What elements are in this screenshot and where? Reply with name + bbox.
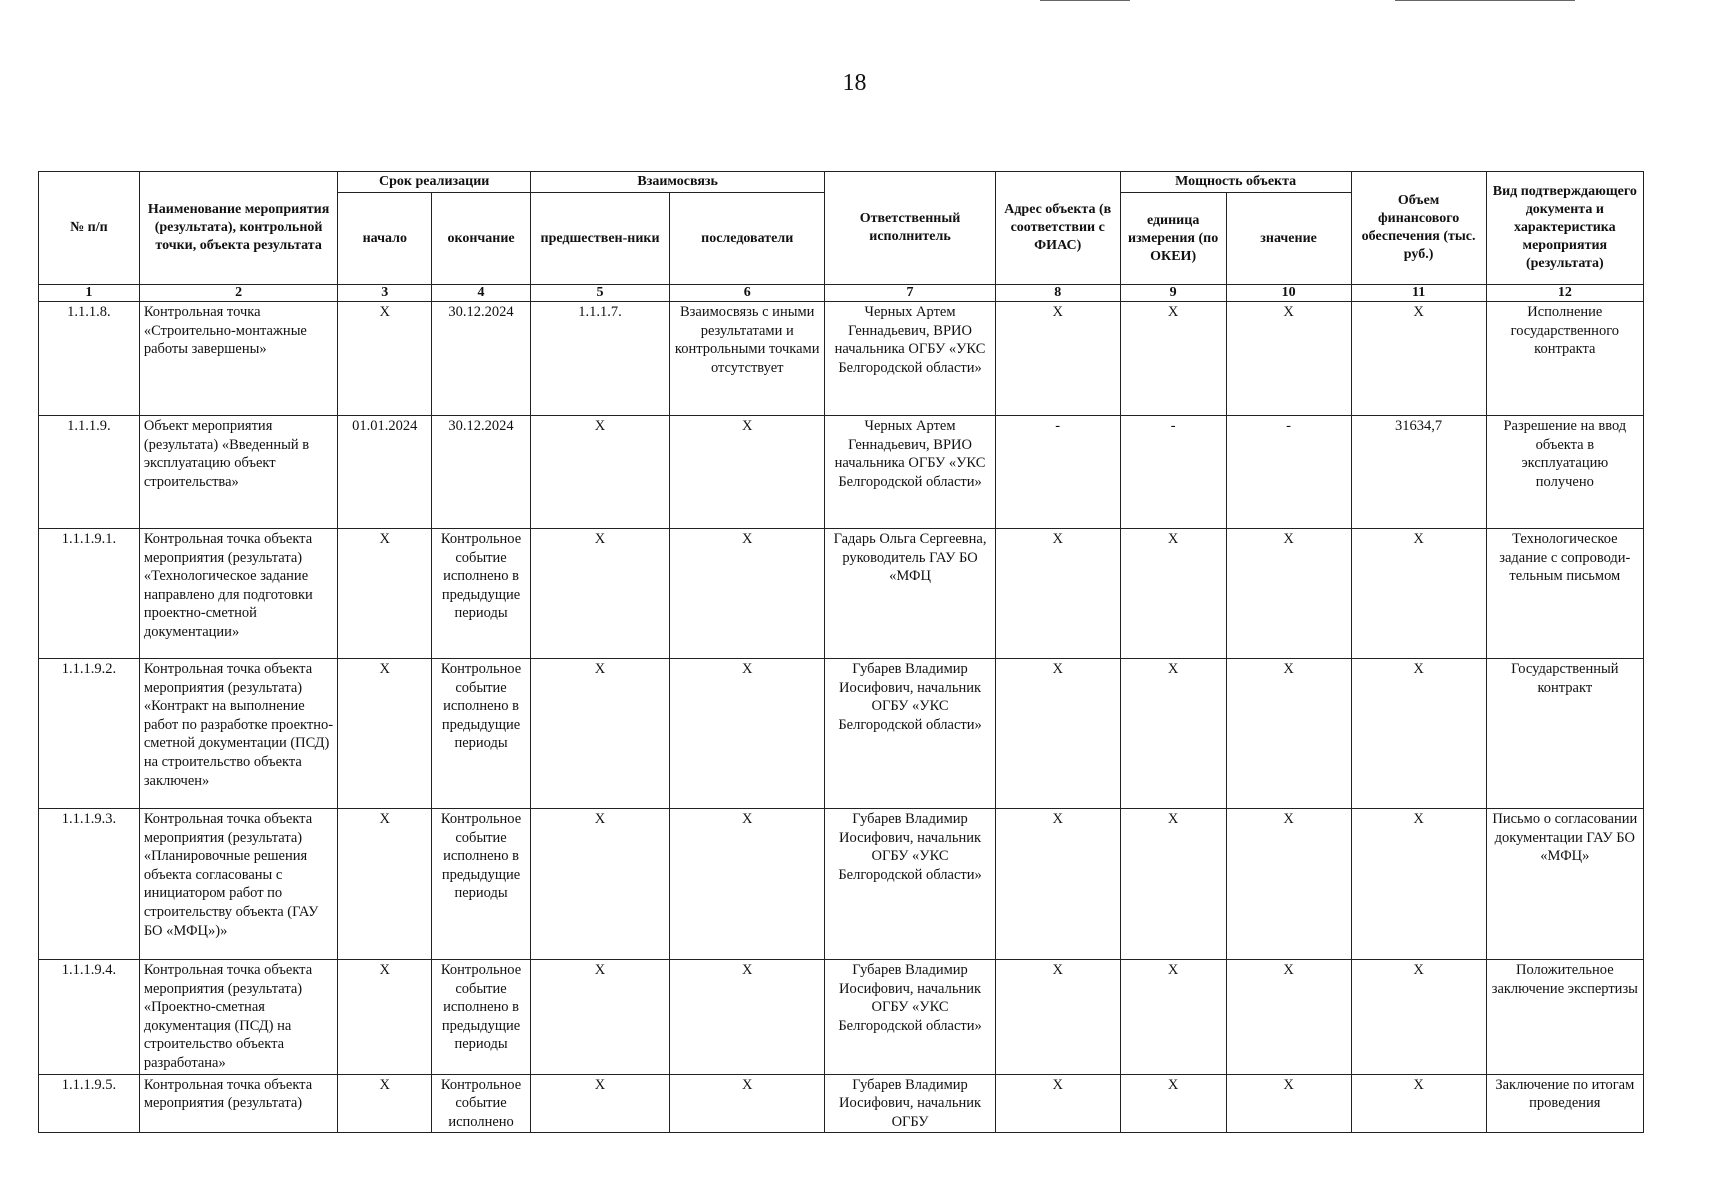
cell-start: Х [338,659,432,809]
cell-document: Технологическое задание с сопроводи-тельным письмом [1486,529,1643,659]
cell-financing: Х [1351,809,1486,960]
cell-value: Х [1226,529,1351,659]
cell-predecessors: 1.1.1.7. [530,302,669,416]
cell-responsible: Черных Артем Геннадьевич, ВРИО начальника ОГБУ «УКС Белгородской области» [825,302,995,416]
cell-predecessors: Х [530,416,669,529]
control-points-table [38,171,1644,1133]
cell-name: Контрольная точка объекта мероприятия (результата) [139,1074,338,1133]
cell-end: Контрольное событие исполнено в предыдущие периоды [432,659,531,809]
cell-num: 1.1.1.9.2. [39,659,140,809]
col-number: 8 [995,285,1120,302]
cell-end: Контрольное событие исполнено [432,1074,531,1133]
cell-unit: Х [1120,809,1226,960]
cell-num: 1.1.1.9.4. [39,960,140,1075]
cell-responsible: Губарев Владимир Иосифович, начальник ОГБУ «УКС Белгородской области» [825,659,995,809]
cell-value: - [1226,416,1351,529]
col-number: 1 [39,285,140,302]
cell-predecessors: Х [530,960,669,1075]
cell-unit: Х [1120,659,1226,809]
cell-unit: Х [1120,529,1226,659]
cell-document: Заключение по итогам проведения [1486,1074,1643,1133]
header-start: начало [338,193,432,285]
cell-value: Х [1226,1074,1351,1133]
col-number: 12 [1486,285,1643,302]
cell-financing: Х [1351,659,1486,809]
table-row [39,809,1644,960]
cell-address: Х [995,529,1120,659]
cell-responsible: Губарев Владимир Иосифович, начальник ОГБУ «УКС Белгородской области» [825,809,995,960]
cell-name: Контрольная точка объекта мероприятия (результата) «Планировочные решения объекта согласованы с инициатором работ по строительству объекта (ГАУ БО «МФЦ»)» [139,809,338,960]
header-document: Вид подтверждающего документа и характеристика мероприятия (результата) [1486,172,1643,285]
cell-successors: Х [670,529,825,659]
header-successors: последователи [670,193,825,285]
table-row [39,302,1644,416]
col-number: 3 [338,285,432,302]
cell-unit: Х [1120,960,1226,1075]
cell-document: Государственный контракт [1486,659,1643,809]
cell-start: Х [338,302,432,416]
top-rule-left [1040,0,1130,1]
page-number: 18 [842,70,867,96]
cell-name: Контрольная точка объекта мероприятия (результата) «Проектно-сметная документация (ПСД) на строительство объекта разработана» [139,960,338,1075]
cell-address: Х [995,1074,1120,1133]
cell-unit: Х [1120,302,1226,416]
header-financing: Объем финансового обеспечения (тыс. руб.) [1351,172,1486,285]
cell-value: Х [1226,960,1351,1075]
header-term: Срок реализации [338,172,531,193]
col-number: 6 [670,285,825,302]
cell-financing: Х [1351,529,1486,659]
cell-end: Контрольное событие исполнено в предыдущие периоды [432,529,531,659]
table-row [39,960,1644,1075]
cell-responsible: Черных Артем Геннадьевич, ВРИО начальника ОГБУ «УКС Белгородской области» [825,416,995,529]
cell-predecessors: Х [530,659,669,809]
cell-address: Х [995,659,1120,809]
header-link: Взаимосвязь [530,172,824,193]
cell-address: - [995,416,1120,529]
cell-start: Х [338,529,432,659]
cell-address: Х [995,809,1120,960]
cell-name: Объект мероприятия (результата) «Введенный в эксплуатацию объект строительства» [139,416,338,529]
cell-successors: Взаимосвязь с иными результатами и контрольными точками отсутствует [670,302,825,416]
cell-document: Исполнение государственного контракта [1486,302,1643,416]
cell-financing: Х [1351,960,1486,1075]
cell-responsible: Губарев Владимир Иосифович, начальник ОГБУ «УКС Белгородской области» [825,960,995,1075]
cell-predecessors: Х [530,529,669,659]
cell-num: 1.1.1.9. [39,416,140,529]
col-number: 11 [1351,285,1486,302]
cell-value: Х [1226,302,1351,416]
cell-successors: Х [670,1074,825,1133]
cell-name: Контрольная точка объекта мероприятия (результата) «Контракт на выполнение работ по разработке проектно-сметной документации (ПСД) на строительство объекта заключен» [139,659,338,809]
cell-end: 30.12.2024 [432,302,531,416]
header-num: № п/п [39,172,140,285]
col-number: 7 [825,285,995,302]
cell-address: Х [995,302,1120,416]
header-end: окончание [432,193,531,285]
col-number: 5 [530,285,669,302]
cell-predecessors: Х [530,1074,669,1133]
cell-end: 30.12.2024 [432,416,531,529]
cell-responsible: Гадарь Ольга Сергеевна, руководитель ГАУ БО «МФЦ [825,529,995,659]
cell-financing: Х [1351,302,1486,416]
cell-value: Х [1226,809,1351,960]
cell-address: Х [995,960,1120,1075]
table-row [39,416,1644,529]
header-address: Адрес объекта (в соответствии с ФИАС) [995,172,1120,285]
cell-financing: Х [1351,1074,1486,1133]
top-rule-right [1395,0,1575,1]
cell-start: Х [338,960,432,1075]
cell-end: Контрольное событие исполнено в предыдущие периоды [432,960,531,1075]
table-row [39,659,1644,809]
cell-end: Контрольное событие исполнено в предыдущие периоды [432,809,531,960]
cell-start: Х [338,1074,432,1133]
cell-successors: Х [670,659,825,809]
cell-num: 1.1.1.8. [39,302,140,416]
cell-num: 1.1.1.9.5. [39,1074,140,1133]
col-number: 10 [1226,285,1351,302]
cell-document: Разрешение на ввод объекта в эксплуатацию получено [1486,416,1643,529]
cell-start: Х [338,809,432,960]
header-unit: единица измерения (по ОКЕИ) [1120,193,1226,285]
cell-responsible: Губарев Владимир Иосифович, начальник ОГБУ [825,1074,995,1133]
cell-unit: Х [1120,1074,1226,1133]
cell-predecessors: Х [530,809,669,960]
table-row [39,529,1644,659]
col-number: 2 [139,285,338,302]
cell-num: 1.1.1.9.1. [39,529,140,659]
header-value: значение [1226,193,1351,285]
cell-name: Контрольная точка объекта мероприятия (результата) «Технологическое задание направлено для подготовки проектно-сметной документации» [139,529,338,659]
cell-successors: Х [670,416,825,529]
cell-document: Положительное заключение экспертизы [1486,960,1643,1075]
table-row [39,1074,1644,1133]
header-responsible: Ответственный исполнитель [825,172,995,285]
header-name: Наименование мероприятия (результата), контрольной точки, объекта результата [139,172,338,285]
cell-num: 1.1.1.9.3. [39,809,140,960]
header-predecessors: предшествен-ники [530,193,669,285]
cell-successors: Х [670,809,825,960]
cell-successors: Х [670,960,825,1075]
cell-unit: - [1120,416,1226,529]
cell-name: Контрольная точка «Строительно-монтажные работы завершены» [139,302,338,416]
cell-document: Письмо о согласовании документации ГАУ БО «МФЦ» [1486,809,1643,960]
col-number: 4 [432,285,531,302]
header-power: Мощность объекта [1120,172,1351,193]
cell-value: Х [1226,659,1351,809]
cell-financing: 31634,7 [1351,416,1486,529]
col-number: 9 [1120,285,1226,302]
cell-start: 01.01.2024 [338,416,432,529]
